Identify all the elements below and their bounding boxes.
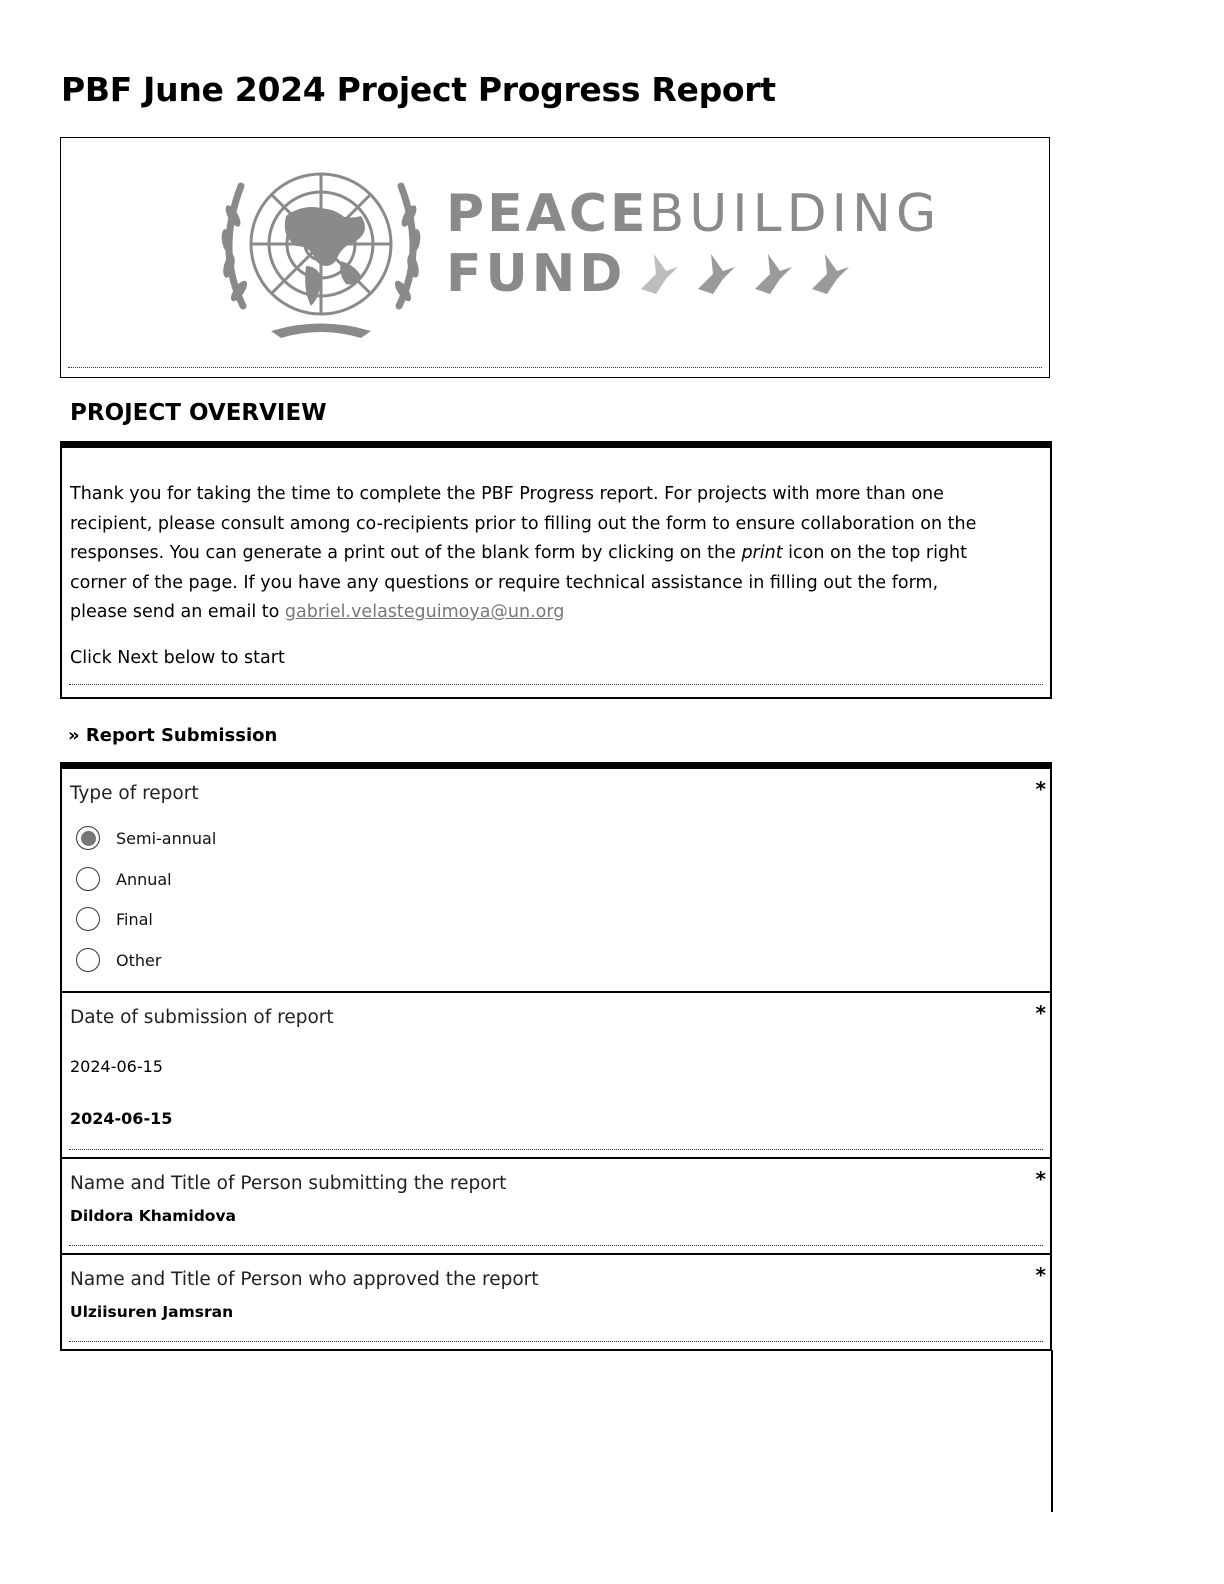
radio-button[interactable]: [76, 907, 100, 931]
radio-label: Annual: [116, 869, 172, 889]
divider: [69, 1245, 1043, 1246]
logo-word-peace: PEACE: [446, 184, 649, 244]
radio-option-other[interactable]: [76, 945, 161, 975]
divider: [68, 367, 1042, 368]
radio-label: Semi-annual: [116, 828, 217, 848]
report-submission-form: [60, 762, 1052, 1351]
field-submitter: [62, 1157, 1050, 1255]
support-email-link[interactable]: gabriel.velasteguimoya@un.org: [284, 602, 565, 622]
approver-value[interactable]: Ulziisuren Jamsran: [70, 1303, 234, 1321]
divider: [69, 684, 1043, 685]
logo-word-building: BUILDING: [648, 184, 942, 244]
field-date-of-submission: [62, 991, 1050, 1159]
radio-button[interactable]: [76, 948, 100, 972]
field-approver: [62, 1253, 1050, 1351]
page-edge-line: [1051, 1350, 1053, 1512]
logo-word-fund: FUND: [446, 244, 627, 304]
radio-button-selected[interactable]: [76, 826, 100, 850]
date-input-value[interactable]: 2024-06-15: [70, 1057, 163, 1076]
intro-text-part-2: icon on the top right corner of the page. If you have any questions or require technical assistance in filling out the form, please send an email to: [70, 543, 967, 622]
divider: [69, 1149, 1043, 1150]
required-marker: *: [1035, 1001, 1046, 1025]
print-word: print: [741, 543, 783, 563]
radio-option-annual[interactable]: [76, 864, 172, 894]
doves-icon: [636, 249, 876, 299]
peacebuilding-fund-wordmark: [446, 186, 941, 302]
section-heading-project-overview: PROJECT OVERVIEW: [70, 400, 327, 426]
submitter-label: Name and Title of Person submitting the report: [70, 1173, 507, 1194]
date-of-submission-label: Date of submission of report: [70, 1007, 334, 1028]
radio-label: Final: [116, 909, 153, 929]
approver-label: Name and Title of Person who approved the report: [70, 1269, 539, 1290]
submitter-value[interactable]: Dildora Khamidova: [70, 1207, 237, 1225]
type-of-report-label: Type of report: [70, 783, 199, 804]
date-display-value: 2024-06-15: [70, 1109, 173, 1128]
required-marker: *: [1035, 777, 1046, 801]
un-emblem-icon: [211, 156, 431, 346]
start-instruction: Click Next below to start: [70, 648, 285, 668]
intro-text-part-1: Thank you for taking the time to complete the PBF Progress report. For projects with more than one recipient, please consult among co-recipients prior to filling out the form to ensure collaboration on the responses. You can generate a print out of the blank form by clicking on the: [70, 484, 977, 563]
radio-label: Other: [116, 950, 162, 970]
radio-option-semi-annual[interactable]: [76, 823, 216, 853]
field-type-of-report: [62, 769, 1050, 993]
required-marker: *: [1035, 1167, 1046, 1191]
intro-text: [70, 480, 1000, 628]
required-marker: *: [1035, 1263, 1046, 1287]
radio-option-final[interactable]: [76, 904, 153, 934]
section-heading-report-submission: » Report Submission: [68, 725, 278, 746]
intro-panel: [60, 441, 1052, 699]
logo-banner: [60, 137, 1050, 378]
radio-button[interactable]: [76, 867, 100, 891]
divider: [69, 1341, 1043, 1342]
page-title: PBF June 2024 Project Progress Report: [61, 70, 776, 109]
